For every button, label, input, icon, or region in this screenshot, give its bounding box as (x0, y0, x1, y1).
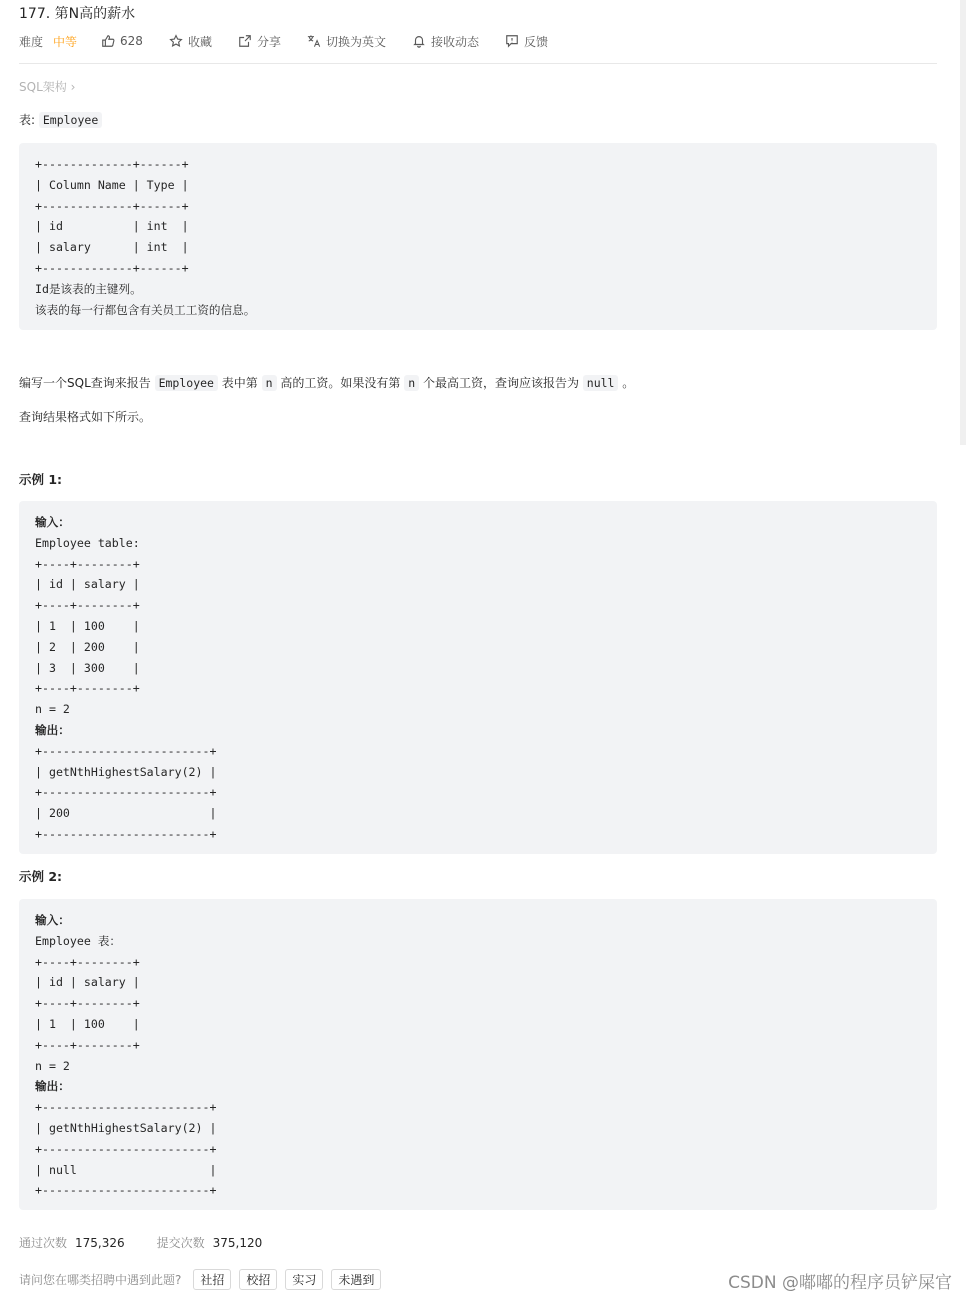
difficulty-badge: 中等 (53, 34, 78, 49)
bell-icon (412, 34, 426, 48)
accepted-count: 175,326 (75, 1235, 125, 1250)
example-1-output: +------------------------+ | getNthHighestSalary(2) | +------------------------+ | 200 | +------------------------+ (35, 743, 217, 841)
example-2-input: Employee 表： +----+--------+ | id | salary | +----+--------+ | 1 | 100 | +----+--------+ n = 2 (35, 933, 140, 1073)
submission-stats (19, 1234, 294, 1251)
interview-survey (19, 1269, 389, 1290)
desc-text-b: 表中第 (217, 376, 262, 390)
share-label: 分享 (256, 34, 281, 49)
subscribe-label: 接收动态 (430, 34, 479, 49)
survey-option-campus[interactable]: 校招 (239, 1269, 277, 1290)
feedback-label: 反馈 (524, 34, 549, 49)
accepted-label: 通过次数 (19, 1236, 68, 1250)
share-button[interactable] (238, 33, 281, 50)
subscribe-button[interactable] (412, 33, 479, 50)
example-2-input-label: 输入： (35, 913, 70, 927)
watermark: CSDN @嘟嘟的程序员铲屎官 (728, 1273, 952, 1293)
thumbs-up-icon (101, 34, 115, 48)
example-2-output: +------------------------+ | getNthHighestSalary(2) | +------------------------+ | null | +------------------------+ (35, 1100, 217, 1198)
submitted-label: 提交次数 (156, 1236, 205, 1250)
example-2-output-label: 输出： (35, 1079, 70, 1094)
desc-code-table: Employee (155, 375, 218, 391)
star-icon (169, 34, 183, 48)
example-1-output-label: 输出： (35, 722, 70, 737)
table-name-code: Employee (39, 112, 102, 128)
example-1-input: Employee table: +----+--------+ | id | salary | +----+--------+ | 1 | 100 | | 2 | 200 | | 3 | 300 | +----+--------+ n = 2 (35, 535, 140, 717)
translate-icon (307, 34, 321, 48)
survey-option-intern[interactable]: 实习 (285, 1269, 323, 1290)
favorite-button[interactable] (169, 33, 212, 50)
problem-meta-bar (19, 31, 574, 51)
example-1-heading: 示例 1: (19, 472, 63, 487)
description-paragraph (19, 374, 634, 391)
table-label (19, 111, 102, 128)
survey-question: 请问您在哪类招聘中遇到此题? (19, 1273, 182, 1287)
desc-code-n2: n (404, 375, 419, 391)
desc-text-a: 编写一个SQL查询来报告 (19, 376, 155, 390)
survey-option-social[interactable]: 社招 (193, 1269, 231, 1290)
desc-text-e: 。 (618, 376, 635, 390)
example-1-input-label: 输入： (35, 515, 70, 529)
switch-language-label: 切换为英文 (325, 34, 386, 49)
desc-code-null: null (583, 375, 619, 391)
example-2-heading: 示例 2: (19, 869, 63, 884)
example-2-code-block (19, 899, 937, 1210)
header-divider (19, 63, 937, 64)
share-icon (238, 34, 252, 48)
like-button[interactable] (101, 34, 143, 48)
table-label-prefix: 表: (19, 113, 39, 127)
scrollbar[interactable] (960, 0, 966, 445)
breadcrumb[interactable]: SQL架构 › (19, 80, 76, 94)
like-count: 628 (120, 34, 143, 48)
switch-language-button[interactable] (307, 33, 386, 50)
schema-code-block: +-------------+------+ | Column Name | Type | +-------------+------+ | id | int | | salary | int | +-------------+------+ Id是该表的主键列。 该表的每一行都包含有关员工工资的信息。 (19, 143, 937, 330)
problem-title: 177. 第N高的薪水 (19, 6, 136, 22)
desc-text-d: 个最高工资，查询应该报告为 (419, 376, 583, 390)
desc-text-c: 高的工资。如果没有第 (276, 376, 405, 390)
difficulty-label: 难度 (19, 34, 44, 49)
feedback-button[interactable] (505, 33, 548, 50)
format-note: 查询结果格式如下所示。 (19, 410, 152, 424)
submitted-count: 375,120 (212, 1235, 263, 1250)
survey-option-none[interactable]: 未遇到 (331, 1269, 381, 1290)
desc-code-n: n (262, 375, 277, 391)
example-1-code-block (19, 501, 937, 854)
feedback-icon (505, 34, 519, 48)
favorite-label: 收藏 (187, 34, 212, 49)
